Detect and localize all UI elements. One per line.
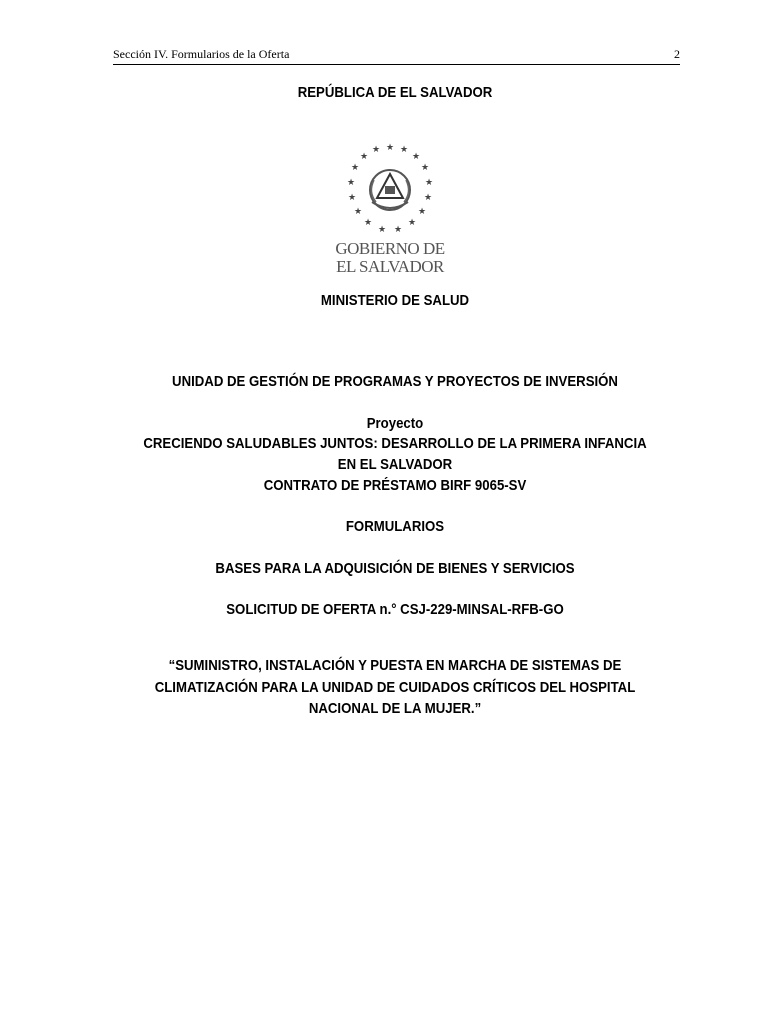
svg-text:★: ★ bbox=[420, 163, 430, 173]
page-header bbox=[113, 46, 680, 65]
svg-text:★: ★ bbox=[411, 152, 421, 162]
svg-text:★: ★ bbox=[359, 152, 369, 162]
republic-heading: REPÚBLICA DE EL SALVADOR bbox=[297, 84, 493, 101]
svg-text:★: ★ bbox=[347, 193, 357, 203]
svg-text:★: ★ bbox=[399, 145, 409, 155]
subject-line-2: CLIMATIZACIÓN PARA LA UNIDAD DE CUIDADOS CRÍTICOS DEL HOSPITAL bbox=[154, 679, 636, 696]
project-label: Proyecto bbox=[366, 415, 424, 432]
section-title: Sección IV. Formularios de la Oferta bbox=[113, 47, 290, 61]
svg-text:★: ★ bbox=[407, 218, 417, 228]
project-title-line-2: EN EL SALVADOR bbox=[337, 456, 453, 473]
svg-text:★: ★ bbox=[423, 193, 433, 203]
forms-heading: FORMULARIOS bbox=[345, 518, 445, 535]
subject-line-1: “SUMINISTRO, INSTALACIÓN Y PUESTA EN MARCHA DE SISTEMAS DE bbox=[168, 657, 622, 674]
subject-line-3: NACIONAL DE LA MUJER.” bbox=[308, 700, 482, 717]
svg-text:★: ★ bbox=[371, 145, 381, 155]
logo-line-1: GOBIERNO DE bbox=[335, 239, 445, 258]
svg-text:★: ★ bbox=[377, 225, 387, 235]
svg-text:★: ★ bbox=[417, 207, 427, 217]
svg-text:★: ★ bbox=[353, 207, 363, 217]
unit-heading: UNIDAD DE GESTIÓN DE PROGRAMAS Y PROYECTOS DE INVERSIÓN bbox=[172, 373, 618, 390]
svg-text:★: ★ bbox=[424, 178, 434, 188]
svg-text:★: ★ bbox=[363, 218, 373, 228]
svg-text:★: ★ bbox=[346, 178, 356, 188]
ministry-heading: MINISTERIO DE SALUD bbox=[320, 292, 470, 309]
page-number: 2 bbox=[674, 47, 680, 61]
svg-text:★: ★ bbox=[350, 163, 360, 173]
project-title-line-1: CRECIENDO SALUDABLES JUNTOS: DESARROLLO DE LA PRIMERA INFANCIA bbox=[143, 435, 647, 452]
request-number: SOLICITUD DE OFERTA n.° CSJ-229-MINSAL-RFB-GO bbox=[226, 601, 564, 618]
svg-text:★: ★ bbox=[385, 143, 395, 153]
bases-heading: BASES PARA LA ADQUISICIÓN DE BIENES Y SERVICIOS bbox=[215, 560, 575, 577]
logo-line-2: EL SALVADOR bbox=[336, 257, 444, 276]
svg-text:★: ★ bbox=[393, 225, 403, 235]
coat-of-arms-icon bbox=[340, 140, 440, 240]
loan-contract: CONTRATO DE PRÉSTAMO BIRF 9065-SV bbox=[263, 477, 527, 494]
government-logo-text bbox=[320, 240, 460, 276]
